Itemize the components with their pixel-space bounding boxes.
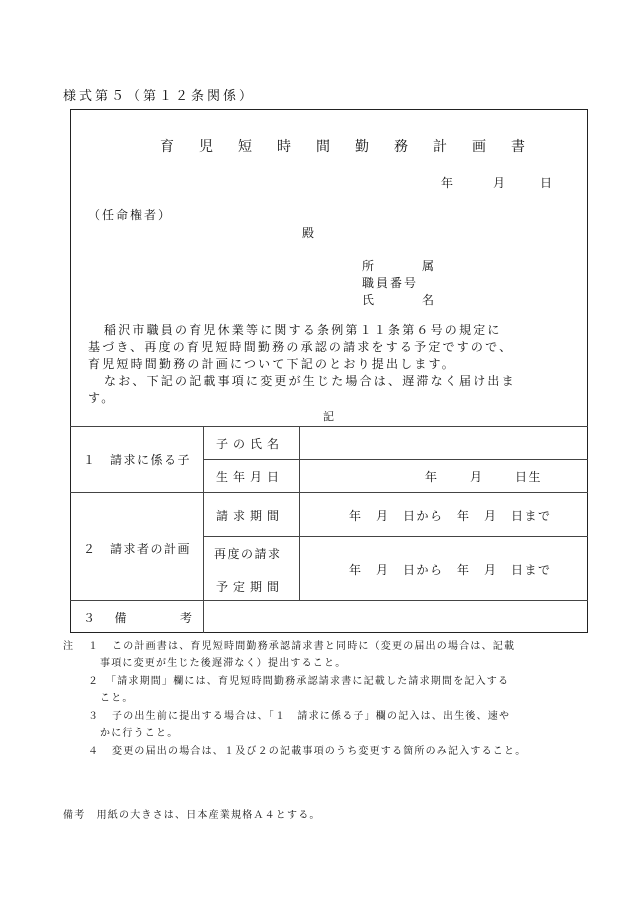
request-period-value: 年 月 日から 年 月 日まで [349,509,552,523]
note-text: こと。 [100,693,134,704]
birth-date-label: 生年月日 [216,470,285,484]
table-rule [70,600,588,601]
signature-department [362,257,436,274]
signature-staff-number: 職員番号 [362,276,419,290]
title-char: 画 [472,139,486,155]
row-plan-label: ２ 請求者の計画 [83,542,192,556]
birth-date-day: 日生 [515,470,543,484]
honorific: 殿 [302,226,315,240]
title-char: 書 [511,139,525,155]
table-rule [203,536,588,537]
request-period-label: 請求期間 [216,509,285,523]
body-line: 稲沢市職員の育児休業等に関する条例第１１条第６号の規定に [104,323,502,337]
signature-name [362,291,436,308]
body-line: 基づき、再度の育児短時間勤務の承認の請求をする予定ですので、 [88,340,514,354]
signature-name-b: 名 [422,293,437,307]
signature-department-b: 属 [422,259,437,273]
title-char: 時 [277,139,291,155]
title-char: 育 [160,139,174,155]
note-text: 子の出生前に提出する場合は、「１ 請求に係る子」欄の記入は、出生後、速や [112,711,511,722]
remark: 備考 用紙の大きさは、日本産業規格Ａ４とする。 [63,810,321,821]
document-title [160,136,550,156]
note-number: ４ [88,746,100,757]
appointing-authority: （任命権者） [88,208,173,222]
title-char: 間 [316,139,330,155]
table-rule [203,459,588,460]
note-text: かに行うこと。 [100,728,179,739]
title-char: 短 [238,139,252,155]
remarks-row-label-b: 考 [180,611,194,625]
date-month: 月 [493,176,506,190]
note-number: ３ [88,711,100,722]
title-char: 計 [433,139,447,155]
repeat-request-label: 再度の請求 [214,547,282,561]
remarks-row-label [83,609,194,626]
notes-heading: 注 [63,641,75,652]
body-line: 育児短時間勤務の計画について下記のとおり提出します。 [88,357,457,371]
date-day: 日 [540,176,553,190]
ki-marker: 記 [323,410,334,423]
note-text: 「請求期間」欄には、育児短時間勤務承認請求書に記載した請求期間を記入する [106,676,510,687]
note-number: ２ [88,676,100,687]
body-line: なお、下記の記載事項に変更が生じた場合は、遅滞なく届け出ま [104,374,516,388]
child-name-label: 子の氏名 [216,437,285,451]
note-text: この計画書は、育児短時間勤務承認請求書と同時に（変更の届出の場合は、記載 [112,641,516,652]
signature-department-a: 所 [362,259,377,273]
note-text: 事項に変更が生じた後遅滞なく）提出すること。 [100,658,347,669]
remarks-row-label-a: 備 [114,611,129,625]
table-rule [203,426,204,633]
title-char: 務 [394,139,408,155]
planned-period-label: 予定期間 [216,580,285,594]
table-rule [70,492,588,493]
birth-date-year: 年 [425,470,439,484]
birth-date-month: 月 [470,470,484,484]
table-rule [70,426,588,427]
form-label: 様式第５（第１２条関係） [63,89,256,104]
body-line: す。 [88,391,116,405]
title-char: 勤 [355,139,369,155]
table-rule [299,426,300,600]
signature-name-a: 氏 [362,293,377,307]
title-char: 児 [199,139,213,155]
note-text: 変更の届出の場合は、１及び２の記載事項のうち変更する箇所のみ記入すること。 [112,746,527,757]
row-child-label: １ 請求に係る子 [83,453,192,467]
date-year: 年 [441,176,454,190]
planned-period-value: 年 月 日から 年 月 日まで [349,563,552,577]
remarks-row-number: ３ [83,611,97,625]
note-number: １ [88,641,100,652]
